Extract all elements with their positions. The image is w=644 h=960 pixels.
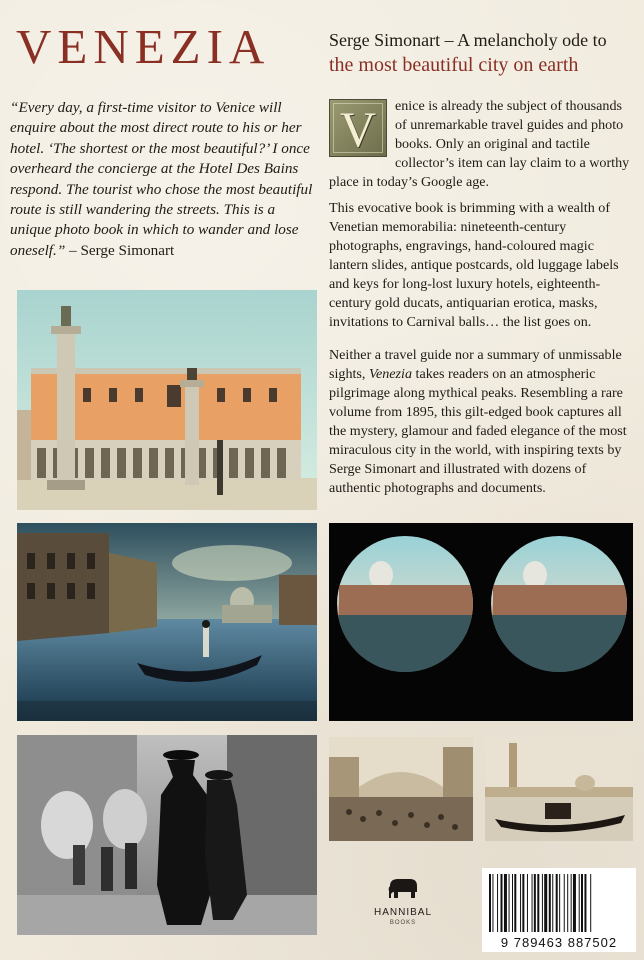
quote-block [10,98,316,261]
paragraph-1-text: enice is already the subject of thousands of unremarkable travel guides and photo books. Only an original and tactile collector’s item can lay claim to a worthy place in today’s Google age. [329,98,630,190]
paragraph-3 [329,346,633,498]
photo-doges-palace [17,290,317,510]
quote-author: – Serge Simonart [65,241,175,259]
photo-grand-canal-gondola [17,523,317,721]
barcode-number: 9 789463 887502 [500,935,618,950]
quote-text: “Every day, a first-time visitor to Venice will enquire about the most direct route to his or her hotel. ‘The shortest or the most beautiful?’ I once overheard the concierge at the Hotel Des Bains respond. The tourist who chose the most beautiful route is still wandering the streets. This is a unique photo book in which to wander and lose oneself.” [10,99,313,259]
paragraph-3-italic: Venezia [368,366,413,382]
photo-gondola-sepia [485,737,633,841]
subtitle-line-1: Serge Simonart – A melancholy ode to [329,30,607,50]
photo-rialto-bridge [329,737,473,841]
paragraph-1 [329,97,633,192]
subtitle-line-2: the most beautiful city on earth [329,54,579,76]
isbn-barcode [482,868,636,952]
paragraph-3-end: takes readers on an atmospheric pilgrimage along mythical peaks. Resembling a rare volume from 1895, this gilt-edged book captures all the mystery, glamour and faded elegance of the most miraculous city in the world, with inspiring texts by Serge Simonart and illustrated with dozens of authentic photographs and documents. [329,366,627,496]
dropcap-letter: V [339,101,377,157]
publisher-logo [358,876,448,926]
barcode-bars [489,874,629,932]
photo-alley-silhouettes [17,735,317,935]
dropcap-ornament [329,99,387,157]
photo-stereoscopic-pair [329,523,633,721]
paragraph-2 [329,199,633,332]
paragraph-3-start: Neither a travel guide nor a summary of unmissable sights, [329,347,622,382]
paragraph-2-text: This evocative book is brimming with a wealth of Venetian memorabilia: nineteenth-century photographs, engravings, hand-coloured magic lantern slides, antique postcards, old luggage labels and keys for long-lost luxury hotels, eighteenth-century gold ducats, antiquarian erotica, masks, invitations to Carnival balls… the list goes on. [329,200,619,330]
publisher-name: HANNIBAL [373,907,432,918]
publisher-sub: BOOKS [389,920,417,926]
book-title: VENEZIA [16,19,271,74]
elephant-icon [386,876,420,900]
